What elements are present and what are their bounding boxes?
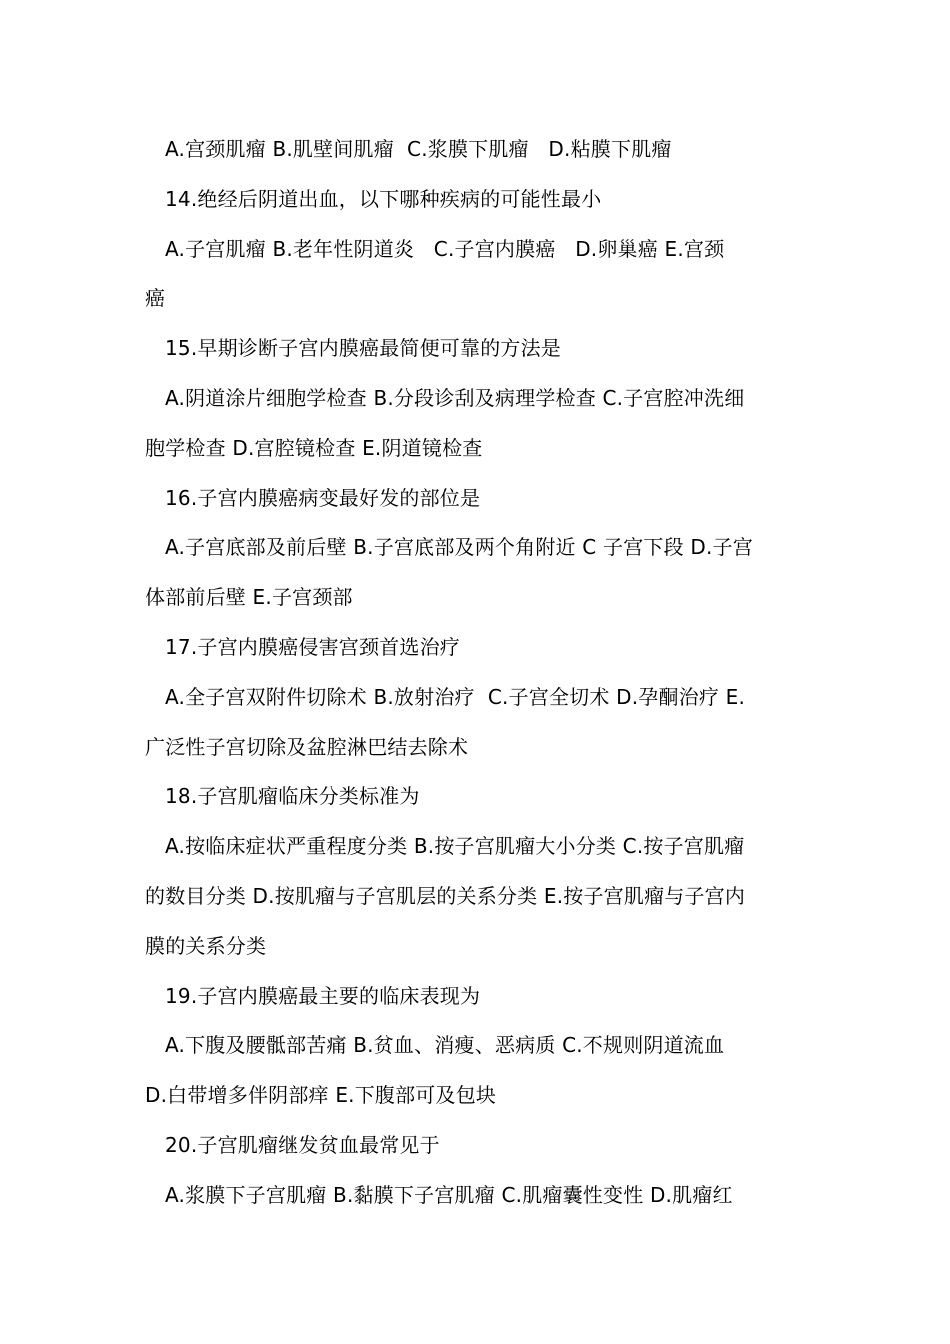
text-line: 体部前后壁 E.子宫颈部: [145, 585, 353, 610]
question-heading: 16.子宫内膜癌病变最好发的部位是: [165, 485, 481, 510]
text-line: A.浆膜下子宫肌瘤 B.黏膜下子宫肌瘤 C.肌瘤囊性变性 D.肌瘤红: [165, 1182, 733, 1207]
question-heading: 20.子宫肌瘤继发贫血最常见于: [165, 1132, 440, 1157]
question-heading: 15.早期诊断子宫内膜癌最简便可靠的方法是: [165, 336, 562, 361]
text-line: A.按临床症状严重程度分类 B.按子宫肌瘤大小分类 C.按子宫肌瘤: [165, 834, 745, 859]
question-heading: 17.子宫内膜癌侵害宫颈首选治疗: [165, 634, 461, 659]
text-line: 的数目分类 D.按肌瘤与子宫肌层的关系分类 E.按子宫肌瘤与子宫内: [145, 883, 746, 908]
question-heading: 18.子宫肌瘤临床分类标准为: [165, 784, 420, 809]
text-line: 广泛性子宫切除及盆腔淋巴结去除术: [145, 734, 469, 759]
question-heading: 19.子宫内膜癌最主要的临床表现为: [165, 983, 481, 1008]
question-heading: 14.绝经后阴道出血，以下哪种疾病的可能性最小: [165, 186, 602, 211]
text-line: 癌: [145, 286, 166, 311]
text-line: A.下腹及腰骶部苦痛 B.贫血、消瘦、恶病质 C.不规则阴道流血: [165, 1033, 725, 1058]
text-line: A.子宫肌瘤 B.老年性阴道炎 C.子宫内膜癌 D.卵巢癌 E.宫颈: [165, 236, 725, 261]
text-line: A.阴道涂片细胞学检查 B.分段诊刮及病理学检查 C.子宫腔冲洗细: [165, 385, 745, 410]
text-line: D.白带增多伴阴部痒 E.下腹部可及包块: [145, 1083, 497, 1108]
text-line: 胞学检查 D.宫腔镜检查 E.阴道镜检查: [145, 435, 483, 460]
text-line: 膜的关系分类: [145, 933, 267, 958]
text-line: A.宫颈肌瘤 B.肌壁间肌瘤 C.浆膜下肌瘤 D.粘膜下肌瘤: [165, 137, 672, 161]
text-line: A.子宫底部及前后壁 B.子宫底部及两个角附近 C 子宫下段 D.子宫: [165, 535, 753, 560]
text-line: A.全子宫双附件切除术 B.放射治疗 C.子宫全切术 D.孕酮治疗 E.: [165, 684, 746, 709]
document-body: [145, 125, 809, 1221]
